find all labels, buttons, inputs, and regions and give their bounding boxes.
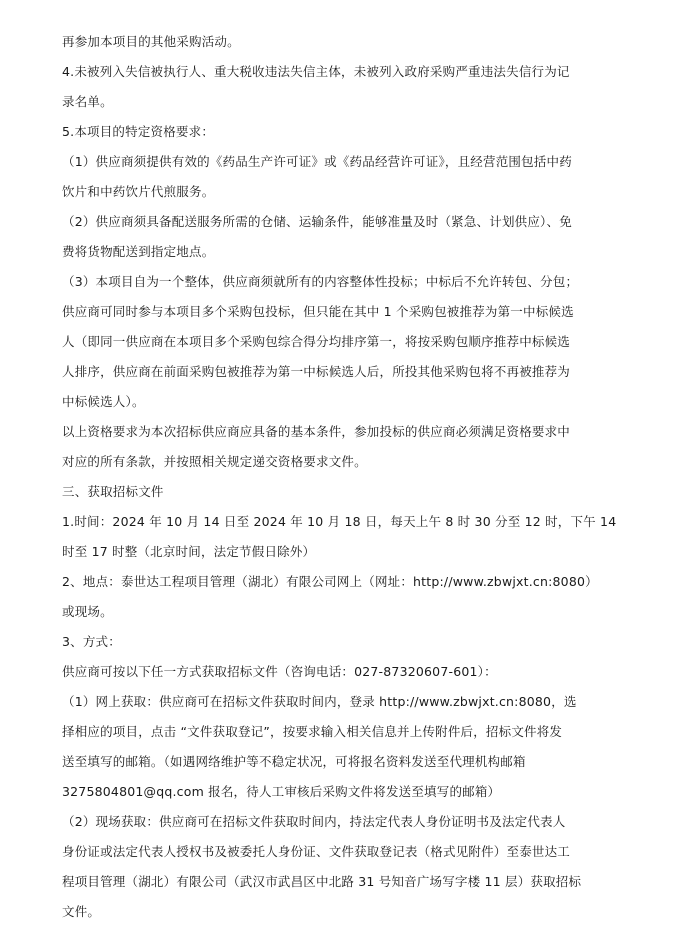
text-line: 供应商可按以下任一方式获取招标文件（咨询电话：027-87320607-601）： [62,664,497,679]
text-line: 2、地点：泰世达工程项目管理（湖北）有限公司网上（网址：http://www.zbwjxt.cn:8080） [62,574,598,589]
text-line: 人（即同一供应商在本项目多个采购包综合得分均排序第一，将按采购包顺序推荐中标候选 [62,334,571,349]
text-line: 时至 17 时整（北京时间，法定节假日除外） [62,544,316,559]
text-line: 程项目管理（湖北）有限公司（武汉市武昌区中北路 31 号知音广场写字楼 11 层）获取招标 [62,874,582,889]
text-line: 饮片和中药饮片代煎服务。 [62,184,215,199]
text-line: （3）本项目自为一个整体，供应商须就所有的内容整体性投标；中标后不允许转包、分包； [62,274,579,289]
text-line: 人排序，供应商在前面采购包被推荐为第一中标候选人后，所投其他采购包将不再被推荐为 [62,364,571,379]
text-line: 5.本项目的特定资格要求： [62,124,215,139]
text-line: 送至填写的邮箱。（如遇网络维护等不稳定状况，可将报名资料发送至代理机构邮箱 [62,754,526,769]
text-line: 4.未被列入失信被执行人、重大税收违法失信主体，未被列入政府采购严重违法失信行为记 [62,64,570,79]
text-line: 再参加本项目的其他采购活动。 [62,34,240,49]
text-line: 以上资格要求为本次招标供应商应具备的基本条件，参加投标的供应商必须满足资格要求中 [62,424,571,439]
text-line: 费将货物配送到指定地点。 [62,244,215,259]
text-line: 3、方式： [62,634,121,649]
text-line: （2）现场获取：供应商可在招标文件获取时间内，持法定代表人身份证明书及法定代表人 [62,814,566,829]
text-line: 3275804801@qq.com 报名，待人工审核后采购文件将发送至填写的邮箱） [62,784,501,799]
text-line: 择相应的项目，点击 “文件获取登记”，按要求输入相关信息并上传附件后，招标文件将发 [62,724,563,739]
text-line: （1）网上获取：供应商可在招标文件获取时间内，登录 http://www.zbwjxt.cn:8080，选 [62,694,577,709]
text-line: 中标候选人）。 [62,394,145,409]
text-line: （1）供应商须提供有效的《药品生产许可证》或《药品经营许可证》，且经营范围包括中药 [62,154,572,169]
section-heading: 三、获取招标文件 [62,484,164,499]
text-line: （2）供应商须具备配送服务所需的仓储、运输条件，能够准量及时（紧急、计划供应）、免 [62,214,572,229]
text-line: 或现场。 [62,604,113,619]
text-line: 对应的所有条款，并按照相关规定递交资格要求文件。 [62,454,367,469]
text-line: 录名单。 [62,94,113,109]
text-line: 供应商可同时参与本项目多个采购包投标，但只能在其中 1 个采购包被推荐为第一中标候选 [62,304,574,319]
text-line: 身份证或法定代表人授权书及被委托人身份证、文件获取登记表（格式见附件）至泰世达工 [62,844,571,859]
text-line: 1.时间：2024 年 10 月 14 日至 2024 年 10 月 18 日，每天上午 8 时 30 分至 12 时，下午 14 [62,514,617,529]
text-line: 文件。 [62,904,101,919]
